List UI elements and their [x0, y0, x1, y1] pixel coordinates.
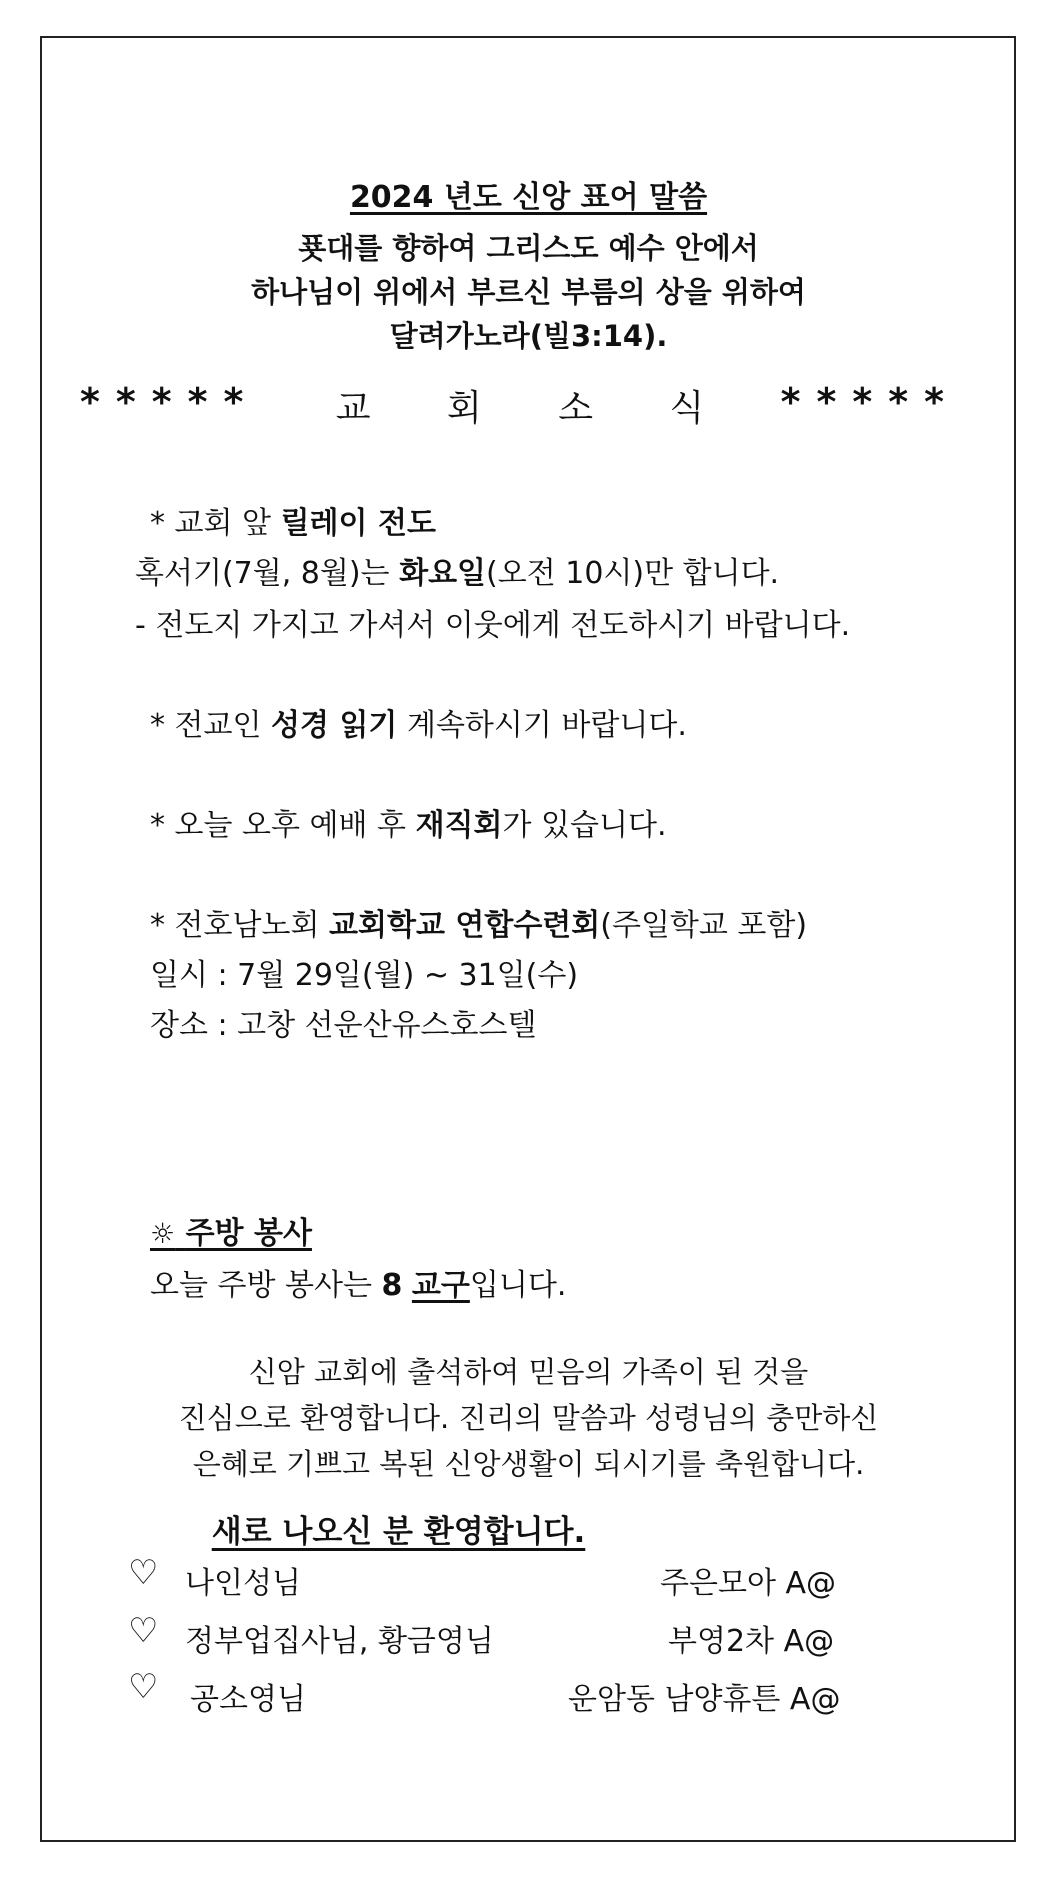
meeting-prefix: 오늘 오후 예배 후: [174, 808, 407, 843]
motto-line-2: 하나님이 위에서 부르신 부름의 상을 위하여: [251, 275, 806, 309]
kitchen-heading: [150, 1208, 312, 1252]
sun-icon: ☼: [150, 1217, 176, 1250]
news-char-2: 회: [447, 388, 482, 429]
stars-left: *****: [80, 380, 260, 424]
church-news-header: [80, 380, 960, 431]
newcomer-address: 부영2차 A@: [668, 1624, 835, 1659]
bible-prefix: 전교인: [174, 708, 262, 743]
bullet: *: [150, 908, 165, 943]
kitchen-title: 주방 봉사: [185, 1216, 312, 1251]
bullet: *: [150, 506, 165, 541]
news-char-1: 교: [335, 388, 371, 429]
heart-icon: ♡: [128, 1553, 159, 1593]
kitchen-text-pre: 오늘 주방 봉사는: [150, 1268, 372, 1303]
kitchen-number: 8: [381, 1268, 403, 1303]
relay-note: - 전도지 가지고 가셔서 이웃에게 전도하시기 바랍니다.: [135, 608, 851, 643]
newcomer-row: [128, 1667, 159, 1707]
newcomer-name: 나인성님: [185, 1566, 301, 1601]
retreat-place: 장소 : 고창 선운산유스호스텔: [150, 1008, 537, 1043]
page-title: 2024 년도 신앙 표어 말씀: [349, 180, 708, 215]
relay-schedule-post: (오전 10시)만 합니다.: [486, 556, 780, 591]
relay-schedule: [135, 548, 779, 592]
heart-icon: ♡: [128, 1611, 159, 1651]
meeting-suffix: 가 있습니다.: [502, 808, 667, 843]
newcomer-name: 정부업집사님, 황금영님: [185, 1624, 494, 1659]
bullet: *: [150, 708, 165, 743]
bullet: *: [150, 808, 165, 843]
stars-right: *****: [780, 380, 960, 424]
retreat-prefix: 전호남노회: [174, 908, 320, 943]
relay-schedule-day: 화요일: [399, 556, 487, 591]
news-item-retreat: [150, 900, 807, 944]
newcomer-row: [128, 1611, 159, 1651]
kitchen-text-post: 입니다.: [469, 1268, 567, 1303]
bible-suffix: 계속하시기 바랍니다.: [406, 708, 687, 743]
meeting-bold: 재직회: [415, 808, 503, 843]
news-char-3: 소: [558, 388, 593, 429]
welcome-line-3: 은혜로 기쁘고 복된 신앙생활이 되시기를 축원합니다.: [192, 1447, 865, 1481]
news-item-relay: [150, 498, 436, 542]
bible-bold: 성경 읽기: [271, 708, 398, 743]
newcomer-address: 운암동 남양휴튼 A@: [568, 1682, 841, 1717]
relay-bold: 릴레이 전도: [280, 506, 436, 541]
welcome-line-1: 신암 교회에 출석하여 믿음의 가족이 된 것을: [248, 1355, 809, 1389]
newcomer-name: 공소영님: [190, 1682, 306, 1717]
motto-line-3: 달려가노라(빌3:14).: [389, 319, 668, 353]
newcomer-heading: 새로 나오신 분 환영합니다.: [211, 1514, 586, 1550]
news-char-4: 식: [669, 388, 705, 429]
welcome-line-2: 진심으로 환영합니다. 진리의 말씀과 성령님의 충만하신: [178, 1401, 879, 1435]
heart-icon: ♡: [128, 1667, 159, 1707]
news-item-meeting: [150, 800, 667, 844]
newcomer-address: 주은모아 A@: [660, 1566, 836, 1601]
newcomer-row: [128, 1553, 159, 1593]
kitchen-text: [150, 1260, 566, 1304]
retreat-suffix: (주일학교 포함): [600, 908, 808, 943]
relay-prefix: 교회 앞: [174, 506, 272, 541]
retreat-bold: 교회학교 연합수련회: [329, 908, 601, 943]
motto-line-1: 푯대를 향하여 그리스도 예수 안에서: [298, 231, 759, 265]
kitchen-group: 교구: [411, 1268, 470, 1303]
relay-schedule-pre: 혹서기(7월, 8월)는: [135, 556, 390, 591]
news-item-bible: [150, 700, 687, 744]
retreat-date: 일시 : 7월 29일(월) ~ 31일(수): [150, 958, 579, 993]
